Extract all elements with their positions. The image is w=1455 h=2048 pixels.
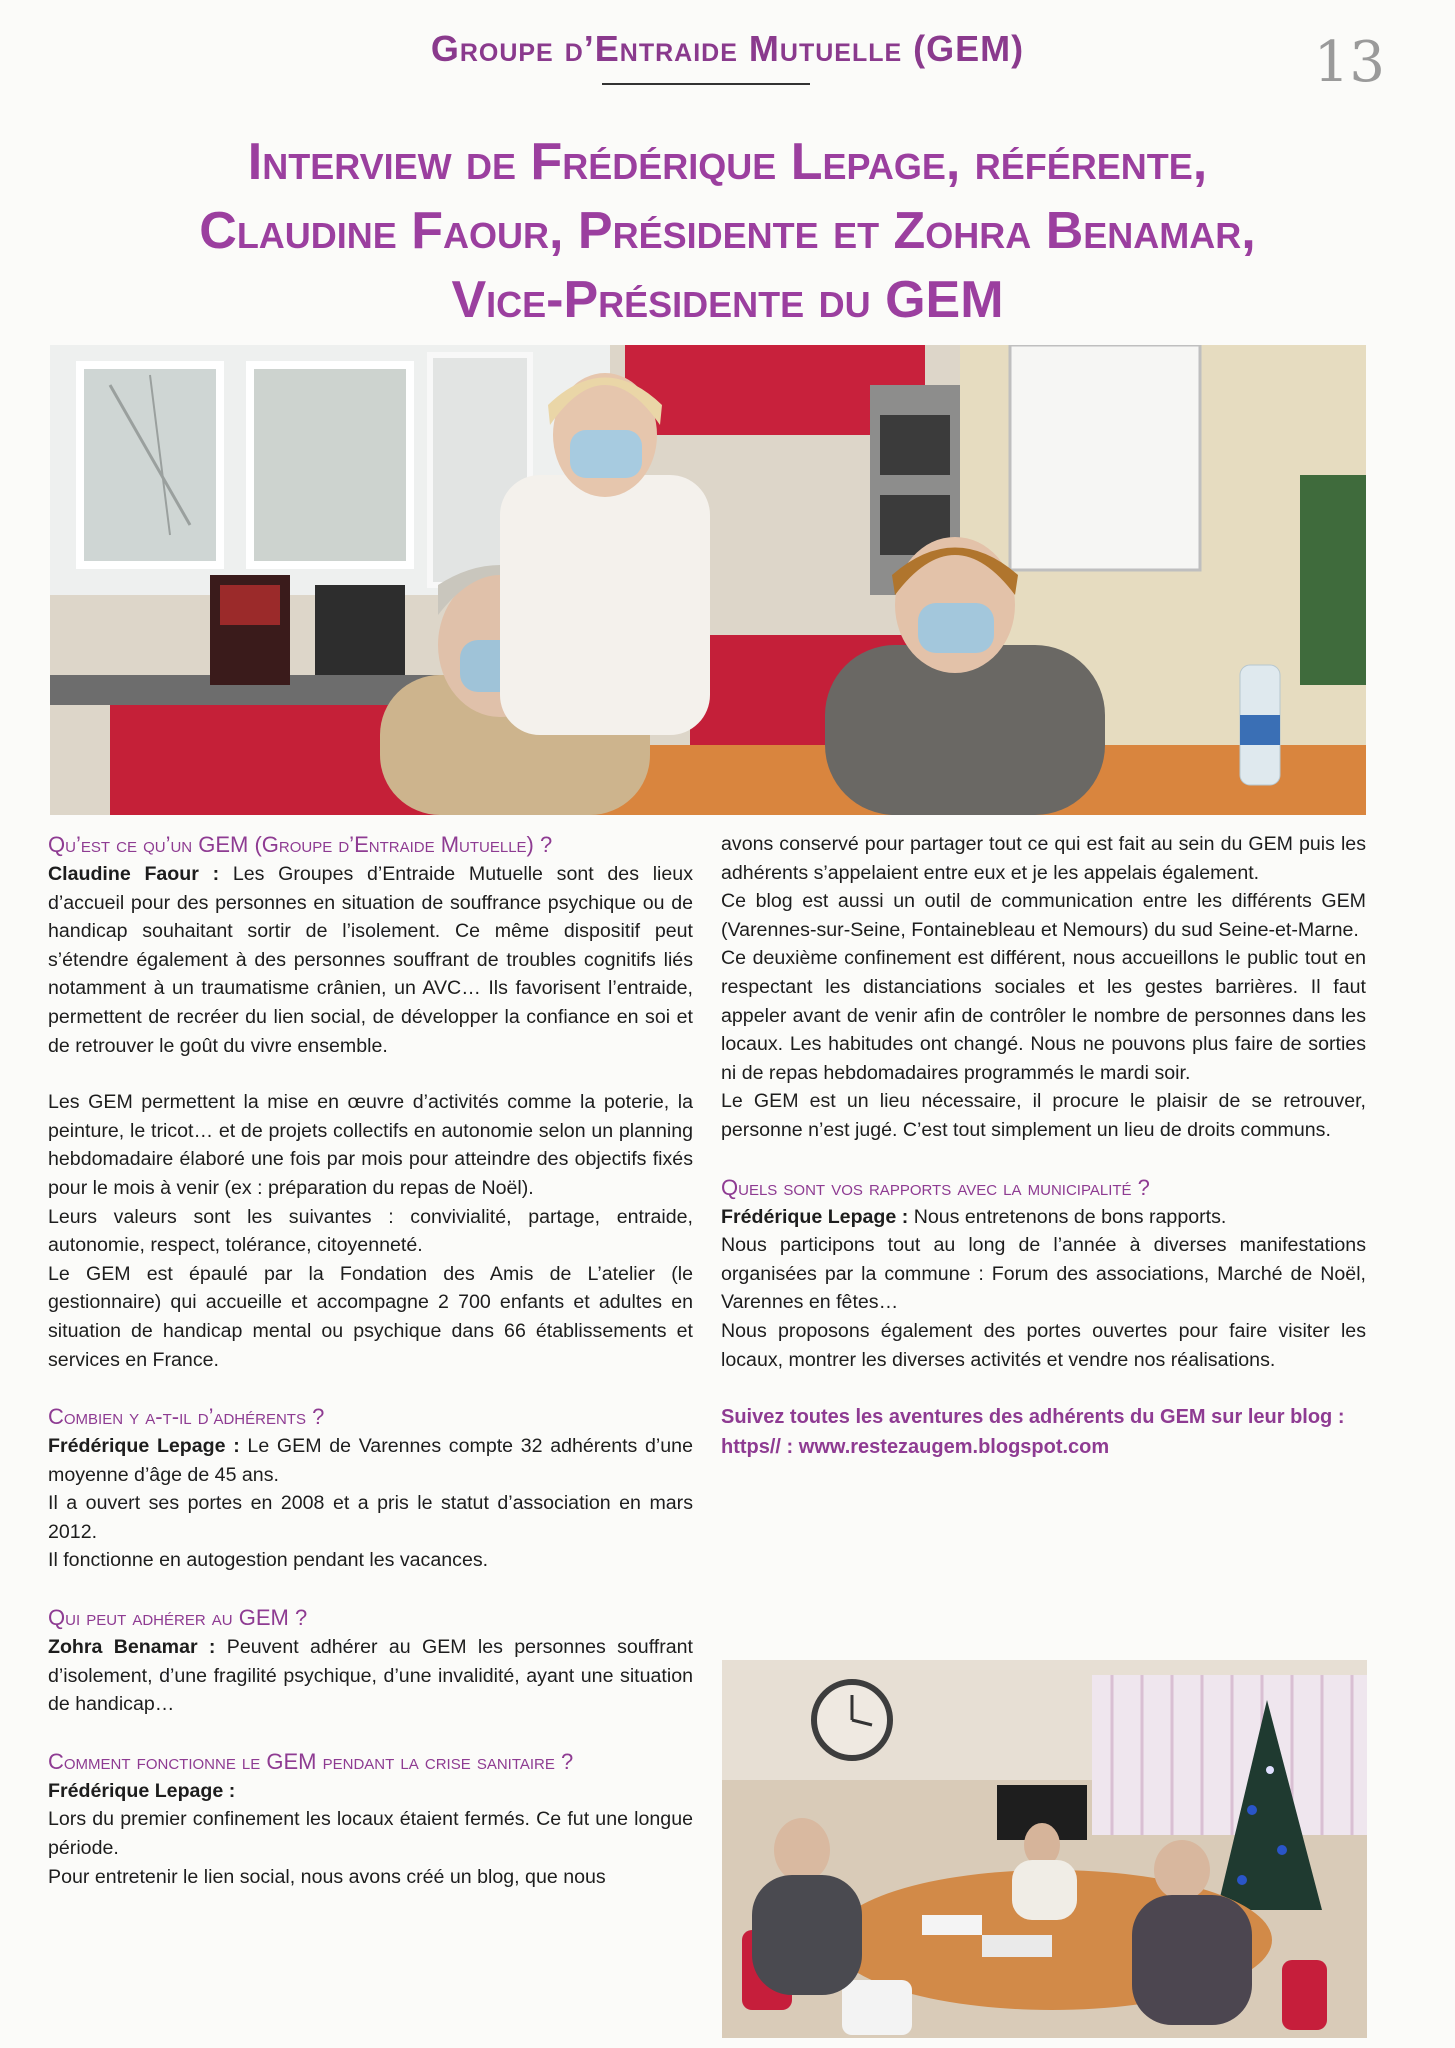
answer-text: Peuvent adhérer au GEM les personnes souffrant d’isolement, d’une fragilité psychique, d’une invalidité, ayant une situation de handicap… bbox=[48, 1636, 693, 1716]
blog-link[interactable]: Suivez toutes les aventures des adhérents du GEM sur leur blog : https// : www.restezaugem.blogspot.com bbox=[721, 1406, 1345, 1459]
paragraph: Le GEM est épaulé par la Fondation des Amis de L’atelier (le gestionnaire) qui accueille et accompagne 2 700 enfants et adultes en situation de handicap mental ou psychique dans 66 établissements et services en France. bbox=[48, 1262, 693, 1371]
question-members: Combien y a-t-il d’adhérents ? bbox=[48, 1404, 325, 1430]
speaker-name: Frédérique Lepage : bbox=[48, 1435, 240, 1458]
article-title bbox=[60, 128, 1395, 335]
answer-text: Les Groupes d’Entraide Mutuelle sont des lieux d’accueil pour des personnes en situation de souffrance psychique ou de handicap souhaitant sortir de l’isolement. Ce même dispositif peut s’étendre également à des personnes souffrant de troubles cognitifs liés notamment à un traumatisme crânien, un AVC… Ils favorisent l’entraide, permettent de recréer du lien social, de développer la confiance en soi et de retrouver le goût du vivre ensemble. bbox=[48, 863, 693, 1057]
question-what-is-gem: Qu’est ce qu’un GEM (Groupe d’Entraide Mutuelle) ? bbox=[48, 832, 553, 857]
paragraph: Il a ouvert ses portes en 2008 et a pris le statut d’association en mars 2012. bbox=[48, 1492, 693, 1543]
section-rubric: Groupe d’Entraide Mutuelle (GEM) bbox=[430, 28, 1025, 69]
question-health-crisis: Comment fonctionne le GEM pendant la crise sanitaire ? bbox=[48, 1748, 574, 1774]
speaker-name: Claudine Faour : bbox=[48, 863, 220, 885]
paragraph: Ce blog est aussi un outil de communication entre les différents GEM (Varennes-sur-Seine, Fontainebleau et Nemours) du sud Seine-et-Marne. bbox=[721, 890, 1366, 941]
rubric-underline bbox=[602, 83, 810, 85]
right-column bbox=[721, 830, 1366, 1462]
answer-paragraph bbox=[48, 860, 693, 1060]
question-municipality: Quels sont vos rapports avec la municipalité ? bbox=[721, 1174, 1150, 1200]
title-line-3: Vice-Présidente du GEM bbox=[451, 271, 1004, 329]
title-line-1: Interview de Frédérique Lepage, référente, bbox=[247, 133, 1208, 191]
page-number: 13 bbox=[1313, 30, 1385, 95]
paragraph: Ce deuxième confinement est différent, nous accueillons le public tout en respectant les distanciations sociales et les gestes barrières. Il faut appeler avant de venir afin de contrôler le nombre de personnes dans les locaux. Les habitudes ont changé. Nous ne pouvons plus faire de sorties ni de repas hebdomadaires programmés le mardi soir. bbox=[721, 947, 1366, 1084]
speaker-name: Frédérique Lepage : bbox=[721, 1205, 909, 1228]
paragraph: Les GEM permettent la mise en œuvre d’activités comme la poterie, la peinture, le tricot… et de projets collectifs en autonomie selon un planning hebdomadaire élaboré une fois par mois pour atteindre des objectifs fixés pour le mois à venir (ex : préparation du repas de Noël). bbox=[48, 1091, 693, 1199]
answer-paragraph bbox=[48, 1633, 693, 1719]
answer-text: Nous entretenons de bons rapports. bbox=[908, 1205, 1227, 1228]
paragraph: Leurs valeurs sont les suivantes : convivialité, partage, entraide, autonomie, respect, tolérance, citoyenneté. bbox=[48, 1205, 693, 1257]
paragraph: Le GEM est un lieu nécessaire, il procure le plaisir de se retrouver, personne n’est jugé. C’est tout simplement un lieu de droits communs. bbox=[721, 1090, 1366, 1141]
answer-paragraph bbox=[48, 1432, 693, 1489]
paragraph: Nous proposons également des portes ouvertes pour faire visiter les locaux, montrer les diverses activités et vendre nos réalisations. bbox=[721, 1319, 1366, 1371]
question-who-can-join: Qui peut adhérer au GEM ? bbox=[48, 1605, 308, 1631]
left-column bbox=[48, 830, 693, 1891]
paragraph: avons conservé pour partager tout ce qui est fait au sein du GEM puis les adhérents s’appelaient entre eux et je les appelais également. bbox=[721, 833, 1366, 884]
kitchen-photo bbox=[50, 345, 1366, 815]
paragraph: Nous participons tout au long de l’année à diverses manifestations organisées par la commune : Forum des associations, Marché de Noël, Varennes en fêtes… bbox=[721, 1234, 1366, 1314]
answer-text: Le GEM de Varennes compte 32 adhérents d’une moyenne d’âge de 45 ans. bbox=[48, 1435, 693, 1486]
room-photo bbox=[722, 1660, 1367, 2038]
paragraph: Il fonctionne en autogestion pendant les vacances. bbox=[48, 1549, 489, 1572]
speaker-name: Frédérique Lepage : bbox=[48, 1779, 236, 1802]
speaker-name: Zohra Benamar : bbox=[48, 1636, 216, 1659]
paragraph: Pour entretenir le lien social, nous avons créé un blog, que nous bbox=[48, 1865, 606, 1888]
answer-paragraph bbox=[721, 1203, 1366, 1232]
paragraph: Lors du premier confinement les locaux étaient fermés. Ce fut une longue période. bbox=[48, 1808, 693, 1860]
title-line-2: Claudine Faour, Présidente et Zohra Benamar, bbox=[199, 202, 1256, 260]
